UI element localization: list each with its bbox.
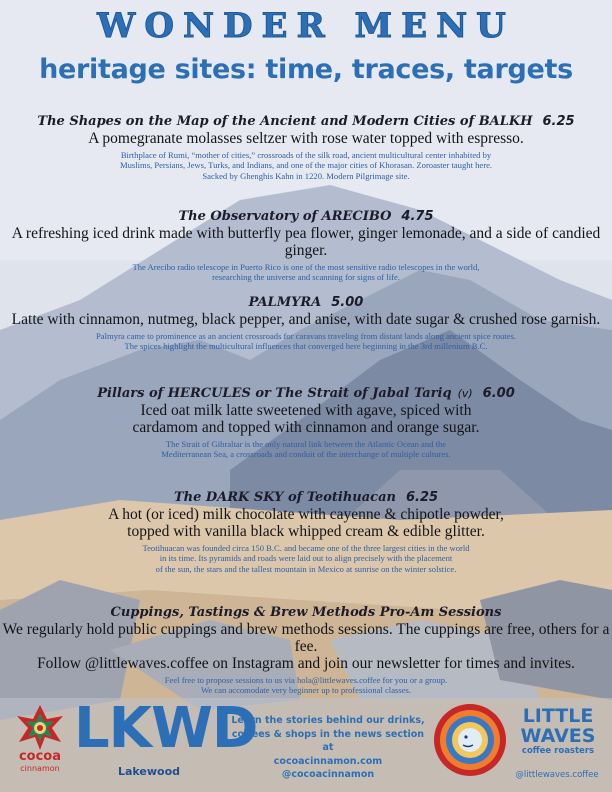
vegan-tag: (v) [457, 387, 473, 400]
note-line: in its time. Its pyramids and roads were laid out to align precisely with the placement [159, 553, 453, 564]
note-line: Feel free to propose sessions to us via hola@littlewaves.coffee for you or a group. [164, 675, 448, 685]
note-line: The Strait of Gibraltar is the only natural link between the Atlantic Ocean and the [165, 439, 447, 449]
item-note [0, 439, 612, 460]
item-note [0, 543, 612, 574]
item-description: A pomegranate molasses seltzer with rose water topped with espresso. [88, 130, 524, 147]
item-description: Latte with cinnamon, nutmeg, black pepper, and anise, with date sugar & crushed rose garnish. [11, 311, 601, 328]
item-price: 6.25 [405, 490, 439, 505]
lakewood-label: Lakewood [117, 765, 181, 778]
menu-item-arecibo [0, 205, 612, 283]
desc-line: A hot (or iced) milk chocolate with cayenne & chipotle powder, [108, 506, 504, 523]
desc-line: topped with vanilla black whipped cream & edible glitter. [127, 523, 485, 540]
cocoa-logo-text: cocoa [18, 749, 62, 764]
desc-line: Iced oat milk latte sweetened with agave, spiced with [140, 402, 472, 419]
note-line: The Arecibo radio telescope in Puerto Rico is one of the most sensitive radio telescopes in the world, [132, 262, 480, 272]
footer-line: Learn the stories behind our drinks, [231, 715, 425, 726]
lw-title-line: LITTLE [522, 705, 594, 727]
note-line: researching the universe and scanning for signs of life. [212, 272, 400, 283]
item-description [0, 402, 612, 436]
footer-instagram-link[interactable]: @cocoacinnamon [281, 769, 375, 780]
little-waves-subtitle: coffee roasters [521, 746, 595, 756]
little-waves-face-icon [432, 702, 508, 778]
item-note [0, 331, 612, 352]
footer-website-link[interactable]: cocoacinnamon.com [273, 755, 383, 767]
item-price: 5.00 [331, 295, 364, 310]
cinnamon-logo-text: cinnamon [20, 764, 60, 773]
note-line: Mediterranean Sea, a crossroads and conduit of the interchange of multiple cultures. [161, 449, 451, 460]
note-line: Birthplace of Rumi, “mother of cities,” crossroads of the silk road, ancient multicultural center inhabited by [120, 150, 492, 160]
note-line: We can accomodate very beginner up to professional classes. [200, 685, 411, 696]
menu-item-teotihuacan [0, 486, 612, 574]
item-description: A refreshing iced drink made with butterfly pea flower, ginger lemonade, and a side of candied ginger. [11, 225, 601, 259]
note-line: Teotihuacan was founded circa 150 B.C. and became one of the three largest cities in the world [142, 543, 470, 553]
note-line: Sacked by Ghenghis Kahn in 1220. Modern Pilgrimage site. [202, 170, 410, 181]
note-line: of the sun, the stars and the tallest mountain in Mexico at sunrise on the winter solstice. [155, 563, 457, 574]
menu-subtitle: heritage sites: time, traces, targets [39, 54, 573, 85]
menu-title: WONDER MENU [97, 6, 515, 46]
item-price: 6.00 [482, 386, 515, 401]
item-description [0, 506, 612, 540]
desc-line: cardamom and topped with cinnamon and orange sugar. [132, 419, 480, 436]
item-price: 4.75 [401, 209, 434, 224]
item-name: The Shapes on the Map of the Ancient and Modern Cities of BALKH [37, 114, 533, 129]
lw-title-line: WAVES [520, 725, 596, 747]
menu-item-cuppings [0, 601, 612, 696]
item-name: The Observatory of ARECIBO [178, 209, 392, 224]
item-price: 6.25 [542, 114, 575, 129]
lkwd-logo: LKWD [74, 696, 258, 761]
menu-item-palmyra [0, 291, 612, 352]
desc-line: We regularly hold public cuppings and brew methods sessions. The cuppings are free, others for a fee. [2, 621, 610, 655]
note-line: Palmyra came to prominence as an ancient crossroads for caravans traveling from distant lands along ancient spice routes. [96, 331, 516, 341]
menu-item-balkh [0, 110, 612, 181]
desc-line: Follow @littlewaves.coffee on Instagram and join our newsletter for times and invites. [37, 655, 575, 672]
little-waves-handle[interactable]: @littlewaves.coffee [515, 770, 599, 780]
note-line: Muslims, Persians, Jews, Turks, and Indians, and one of the major cities of Khorasan. Zoroaster taught here. [119, 160, 493, 171]
item-name: Pillars of HERCULES or The Strait of Jabal Tariq [97, 386, 452, 401]
item-note [0, 150, 612, 181]
footer-line: coffees & shops in the news section at [231, 728, 425, 753]
item-description [0, 621, 612, 672]
note-line: The spices highlight the multicultural influences that converged here beginning in the 3rd millenium B.C. [124, 341, 488, 352]
little-waves-title [508, 706, 608, 746]
footer-info [228, 714, 428, 782]
cocoa-cinnamon-star-icon [14, 704, 66, 750]
item-note [0, 262, 612, 283]
item-name: The DARK SKY of Teotihuacan [173, 490, 396, 505]
menu-item-hercules [0, 382, 612, 460]
item-name: Cuppings, Tastings & Brew Methods Pro-Am Sessions [110, 605, 502, 620]
item-name: PALMYRA [248, 295, 322, 310]
item-note [0, 675, 612, 696]
